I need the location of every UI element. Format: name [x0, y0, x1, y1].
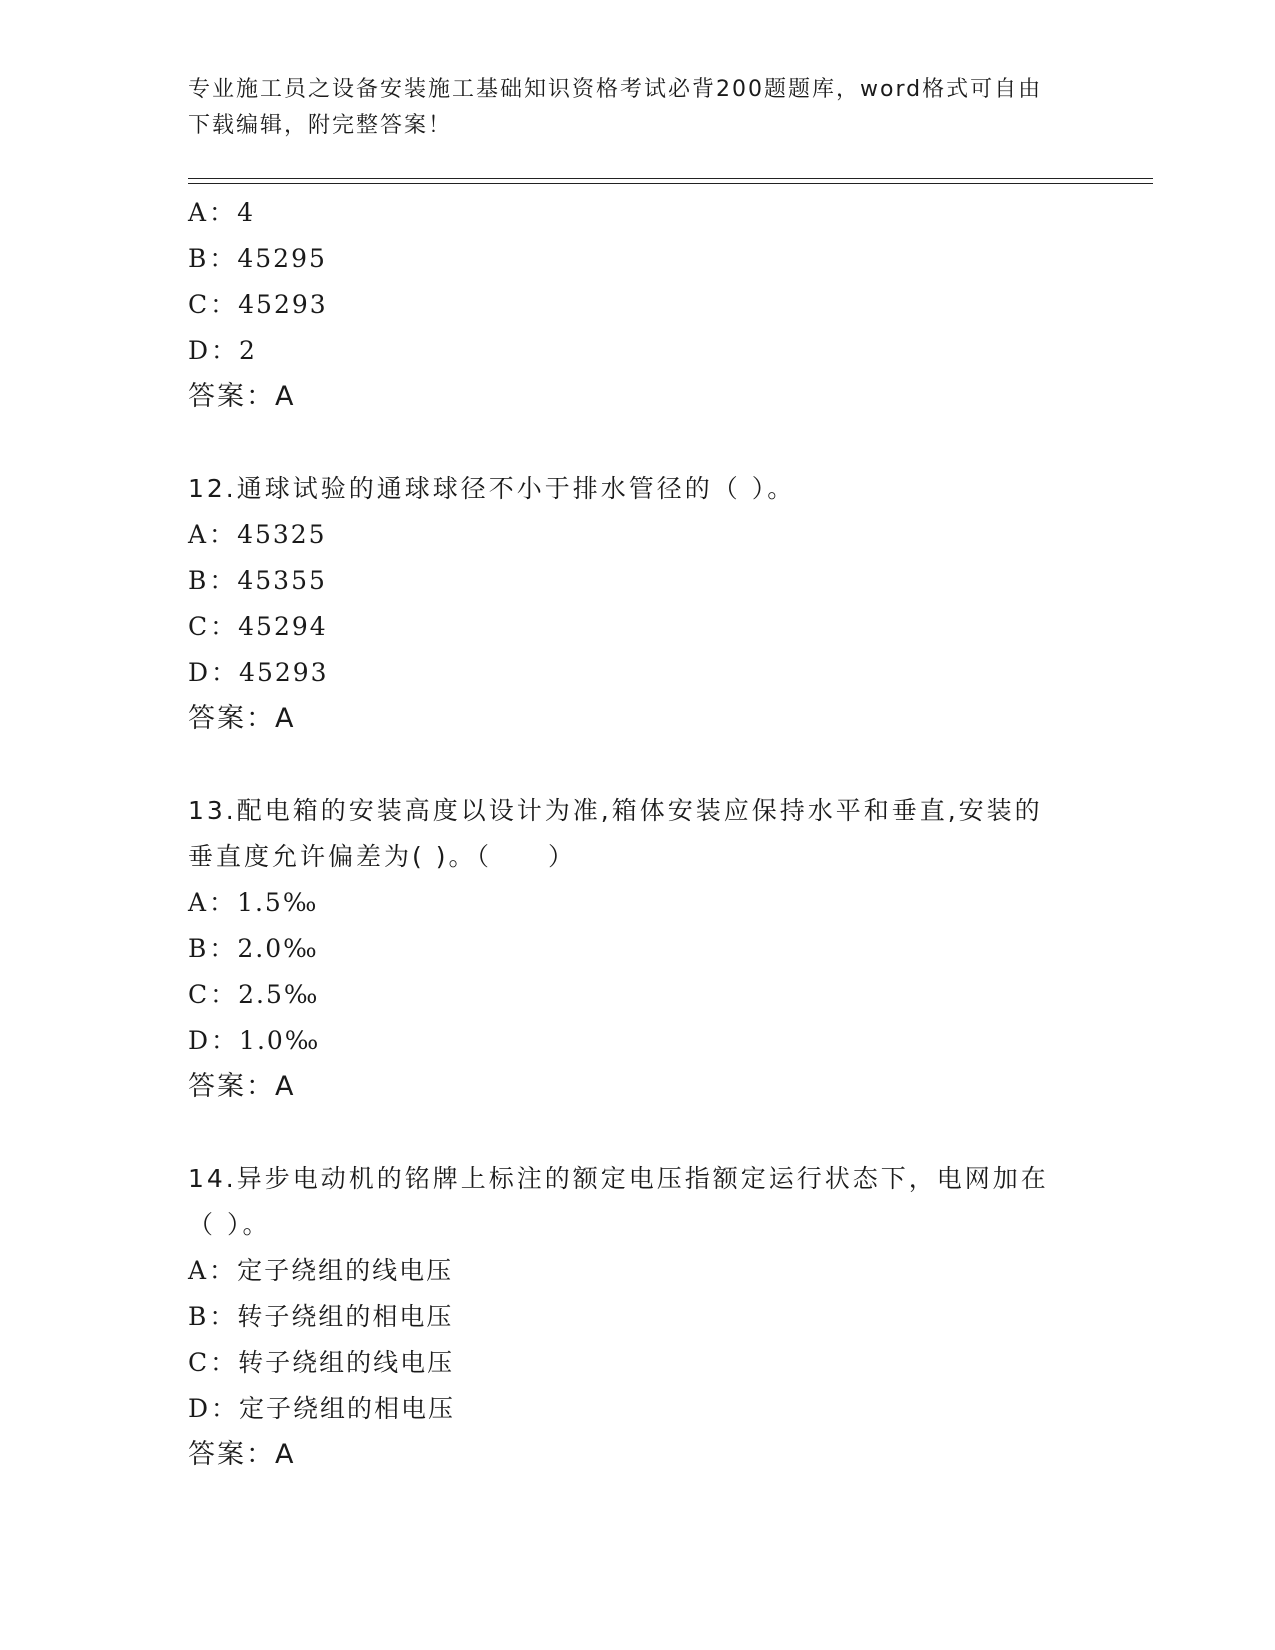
spacer: [188, 742, 1118, 788]
option-letter: D：: [188, 658, 240, 687]
option-text: 转子绕组的相电压: [237, 1302, 454, 1331]
option-d: [188, 328, 1118, 374]
option-letter: C：: [188, 980, 239, 1009]
option-letter: A：: [188, 1256, 238, 1285]
option-b: [188, 558, 1118, 604]
option-text: 45295: [237, 244, 327, 273]
option-a: [188, 190, 1118, 236]
option-letter: B：: [188, 566, 238, 595]
option-letter: A：: [188, 888, 238, 917]
option-letter: C：: [188, 1348, 239, 1377]
question-stem-line-1: 14.异步电动机的铭牌上标注的额定电压指额定运行状态下，电网加在: [188, 1164, 1049, 1193]
option-c: [188, 1340, 1118, 1386]
question-stem-line-1: 13.配电箱的安装高度以设计为准,箱体安装应保持水平和垂直,安装的: [188, 796, 1043, 825]
option-d: [188, 650, 1118, 696]
question-13: [188, 788, 1118, 1110]
option-text: 1.0‰: [239, 1026, 321, 1055]
option-a: [188, 1248, 1118, 1294]
option-c: [188, 604, 1118, 650]
option-letter: D：: [188, 336, 240, 365]
option-text: 45294: [238, 612, 328, 641]
question-stem: 12.通球试验的通球球径不小于排水管径的（ ）。: [188, 474, 796, 503]
option-b: [188, 236, 1118, 282]
spacer: [188, 1110, 1118, 1156]
option-text: 转子绕组的线电压: [238, 1348, 455, 1377]
question-stem-line-2: 垂直度允许偏差为( )。（ ）: [188, 842, 576, 871]
option-text: 45355: [237, 566, 327, 595]
option-letter: B：: [188, 1302, 238, 1331]
document-header: [188, 72, 1088, 144]
option-text: 45325: [237, 520, 327, 549]
question-stem-line-2: （ ）。: [188, 1210, 271, 1239]
option-letter: B：: [188, 244, 238, 273]
option-letter: A：: [188, 198, 238, 227]
option-b: [188, 1294, 1118, 1340]
option-letter: D：: [188, 1026, 240, 1055]
option-c: [188, 972, 1118, 1018]
option-letter: C：: [188, 612, 239, 641]
option-text: 定子绕组的线电压: [237, 1256, 454, 1285]
question-fragment: [188, 190, 1118, 420]
option-c: [188, 282, 1118, 328]
question-list: [188, 190, 1118, 1478]
header-divider-top: [188, 178, 1153, 179]
answer-line: 答案：A: [188, 1439, 296, 1470]
answer-line: 答案：A: [188, 703, 296, 734]
option-letter: A：: [188, 520, 238, 549]
option-letter: B：: [188, 934, 238, 963]
option-text: 2: [239, 336, 257, 365]
option-letter: D：: [188, 1394, 240, 1423]
header-line-2: 下载编辑，附完整答案！: [188, 113, 453, 138]
option-text: 45293: [239, 658, 329, 687]
question-14: [188, 1156, 1118, 1478]
header-divider-bottom: [188, 183, 1153, 184]
spacer: [188, 420, 1118, 466]
option-a: [188, 512, 1118, 558]
option-d: [188, 1018, 1118, 1064]
option-d: [188, 1386, 1118, 1432]
option-text: 4: [237, 198, 255, 227]
option-text: 2.0‰: [237, 934, 319, 963]
option-a: [188, 880, 1118, 926]
answer-line: 答案：A: [188, 1071, 296, 1102]
answer-line: 答案：A: [188, 381, 296, 412]
question-12: [188, 466, 1118, 742]
option-letter: C：: [188, 290, 239, 319]
option-text: 1.5‰: [237, 888, 319, 917]
option-text: 45293: [238, 290, 328, 319]
header-line-1: 专业施工员之设备安装施工基础知识资格考试必背200题题库，word格式可自由: [188, 77, 1043, 102]
option-text: 2.5‰: [238, 980, 320, 1009]
option-b: [188, 926, 1118, 972]
option-text: 定子绕组的相电压: [239, 1394, 456, 1423]
